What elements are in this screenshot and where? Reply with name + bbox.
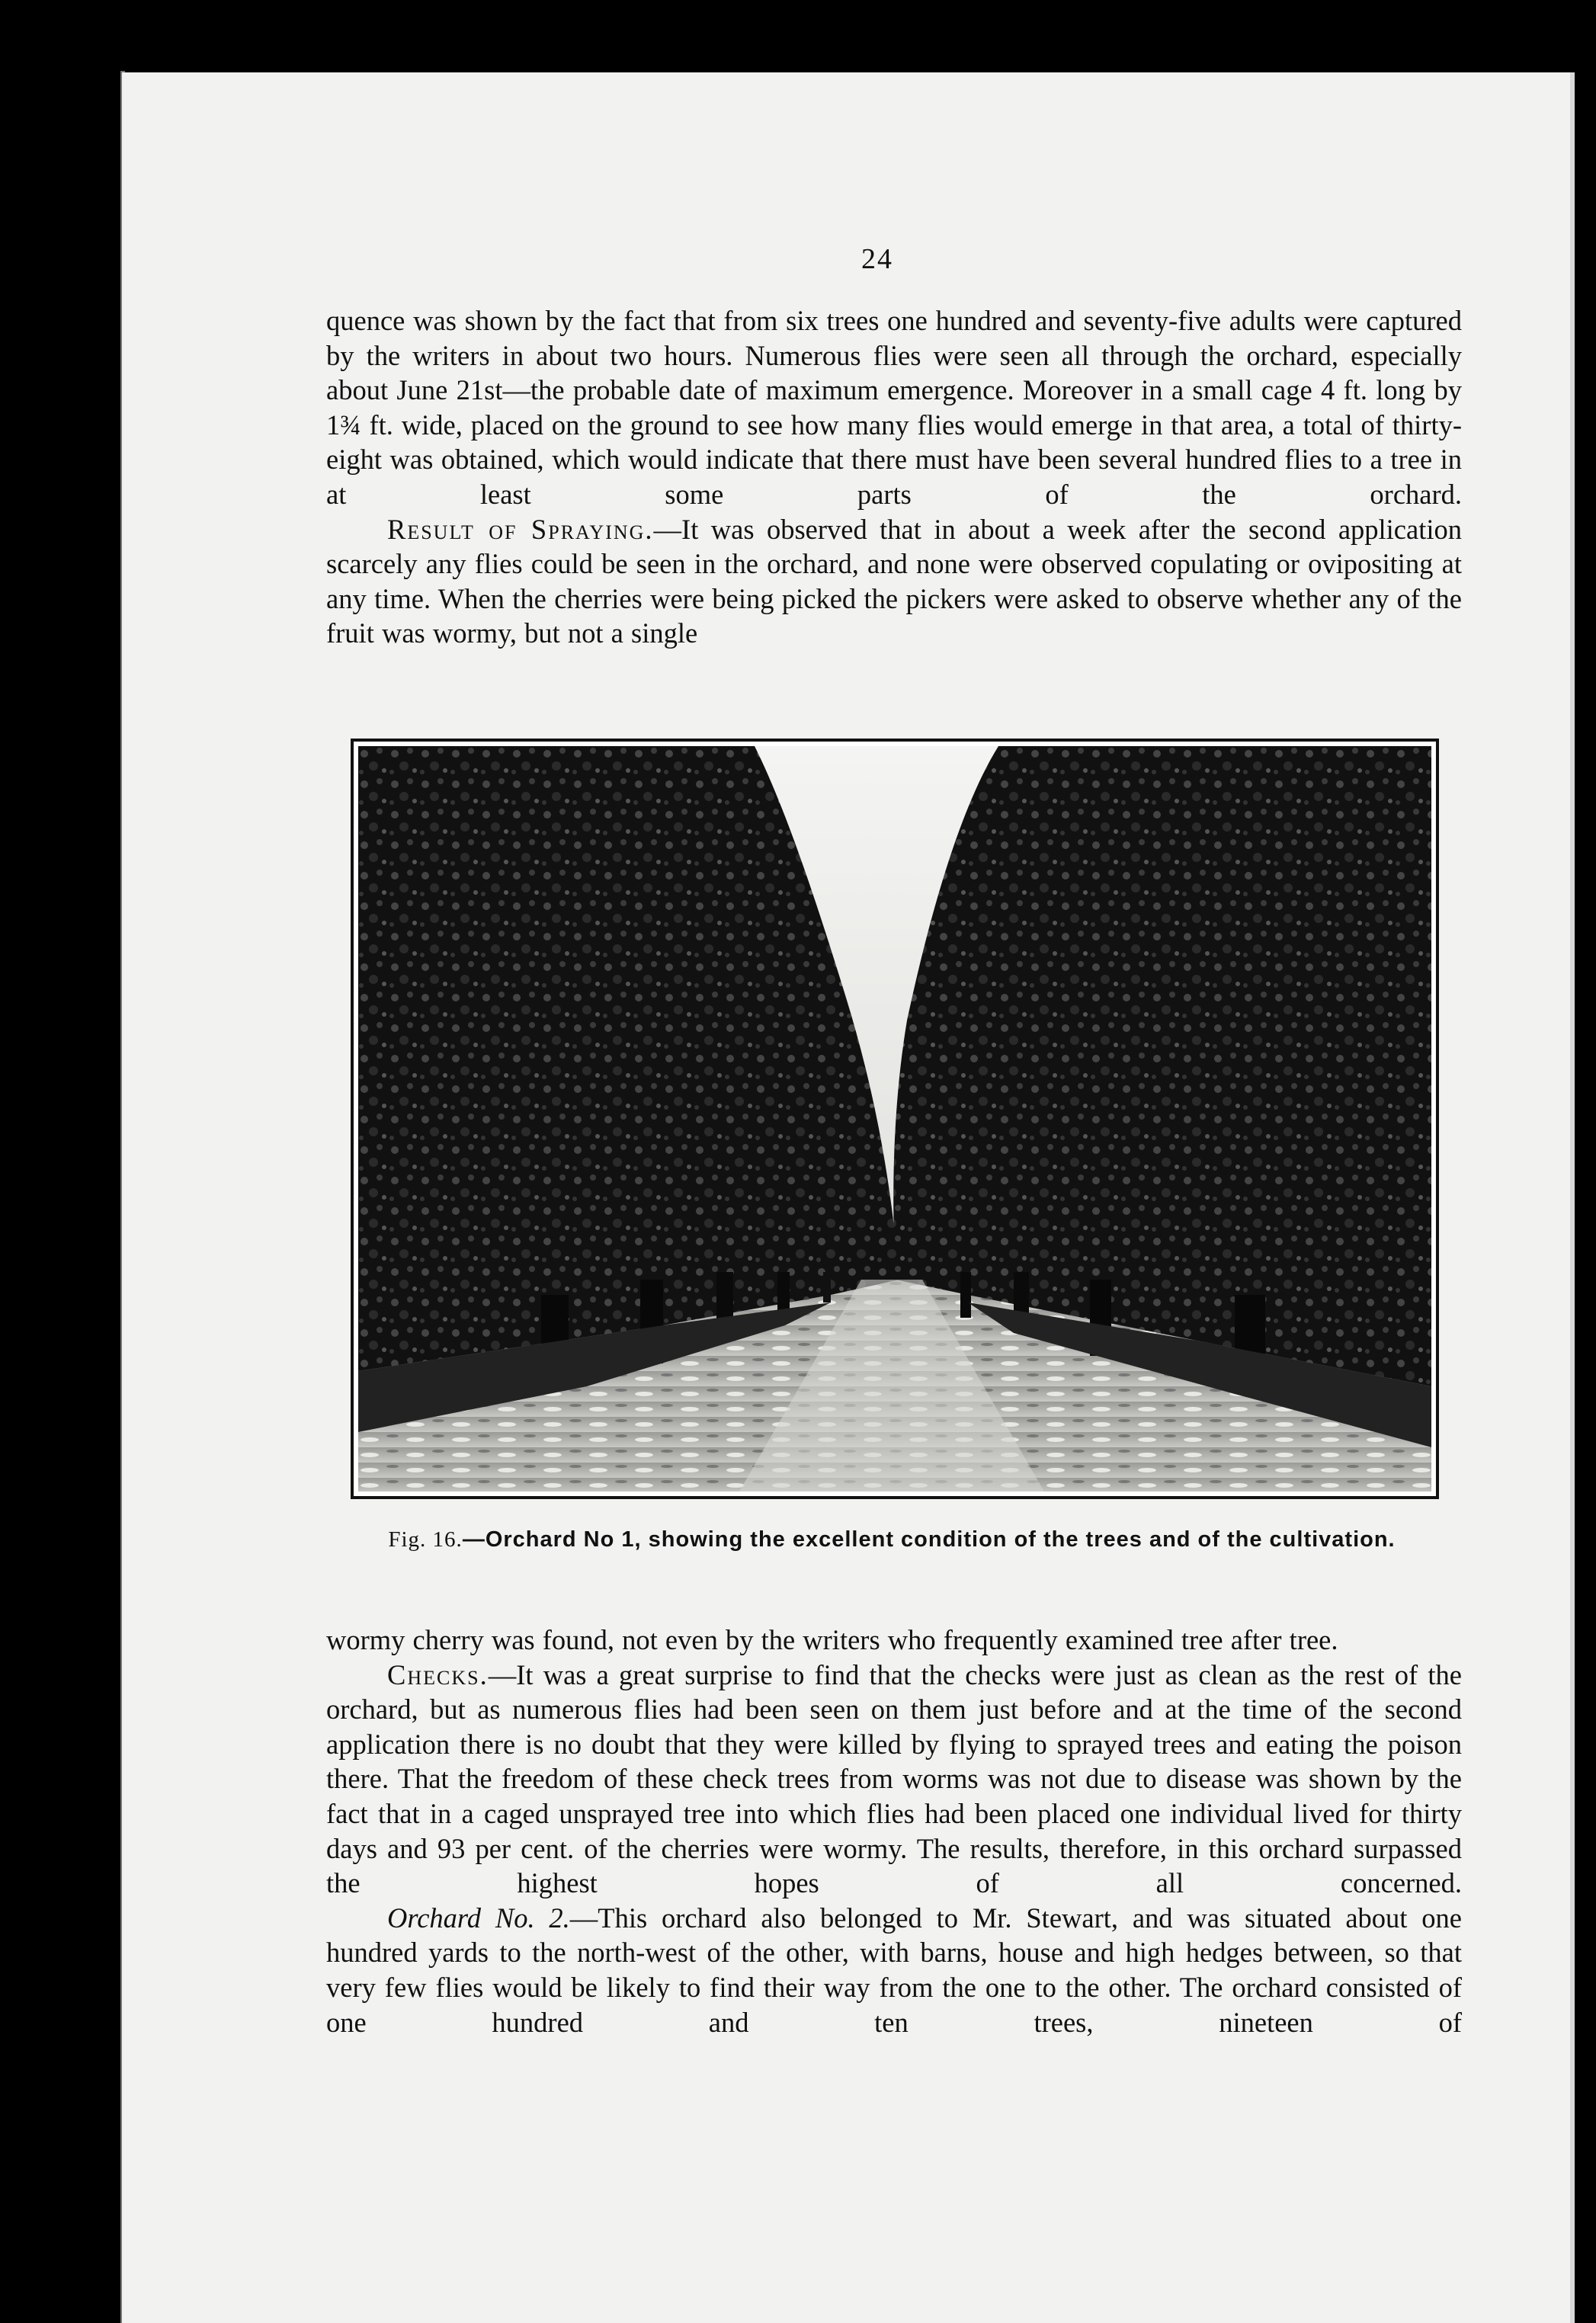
page-number: 24	[861, 243, 893, 275]
result-of-spraying-text: —It was observed that in about a week after the second application scarcely any flies could be seen in the orchard, and none were observed copulating or ovipositing at any time. When the cherries were being picked the pickers were asked to observe whether any of the fruit was wormy, but not a single	[326, 513, 1462, 649]
figure-photo-frame	[351, 739, 1439, 1499]
top-text-block	[326, 303, 1462, 651]
section-heading-checks: Checks.	[387, 1658, 489, 1690]
figure-caption-text: —Orchard No 1, showing the excellent condition of the trees and of the cultivation.	[462, 1527, 1396, 1552]
paragraph-orchard-2	[326, 1901, 1462, 2039]
bottom-text-block	[326, 1623, 1462, 2039]
orchard-2-text: —This orchard also belonged to Mr. Stewart, and was situated about one hundred yards to the north-west of the other, with barns, house and high hedges between, so that very few flies would be likely to find their way from the one to the other. The orchard consisted of one hundred and ten trees, nineteen of	[326, 1902, 1462, 2038]
paragraph-wormy-cherry: wormy cherry was found, not even by the writers who frequently examined tree after tree.	[326, 1624, 1338, 1655]
paragraph-checks	[326, 1658, 1462, 1901]
section-heading-result-of-spraying: Result of Spraying.	[387, 513, 654, 545]
orchard-photograph	[358, 746, 1431, 1492]
paragraph-continuation: quence was shown by the fact that from six trees one hundred and seventy-five adults were captured by the writers in about two hours. Numerous flies were seen all through the orchard, especially about June 21st—the probable date of maximum emergence. Moreover in a small cage 4 ft. long by 1¾ ft. wide, placed on the ground to see how many flies would emerge in that area, a total of thirty-eight was obtained, which would indicate that there must have been several hundred flies to a tree in at least some parts of the orchard.	[326, 305, 1462, 510]
figure-caption	[373, 1526, 1410, 1553]
checks-text: —It was a great surprise to find that the checks were just as clean as the rest of the orchard, but as numerous flies had been seen on them just before and at the time of the second application there is no doubt that they were killed by flying to sprayed trees and eating the poison there. That the freedom of these check trees from worms was not due to disease was shown by the fact that in a caged unsprayed tree into which flies had been placed one individual lived for thirty days and 93 per cent. of the cherries were wormy. The results, therefore, in this orchard surpassed the highest hopes of all concerned.	[326, 1658, 1462, 1899]
paragraph-result-of-spraying	[326, 512, 1462, 651]
section-heading-orchard-2: Orchard No. 2.	[387, 1902, 570, 1934]
figure-label: Fig. 16.	[388, 1527, 463, 1552]
